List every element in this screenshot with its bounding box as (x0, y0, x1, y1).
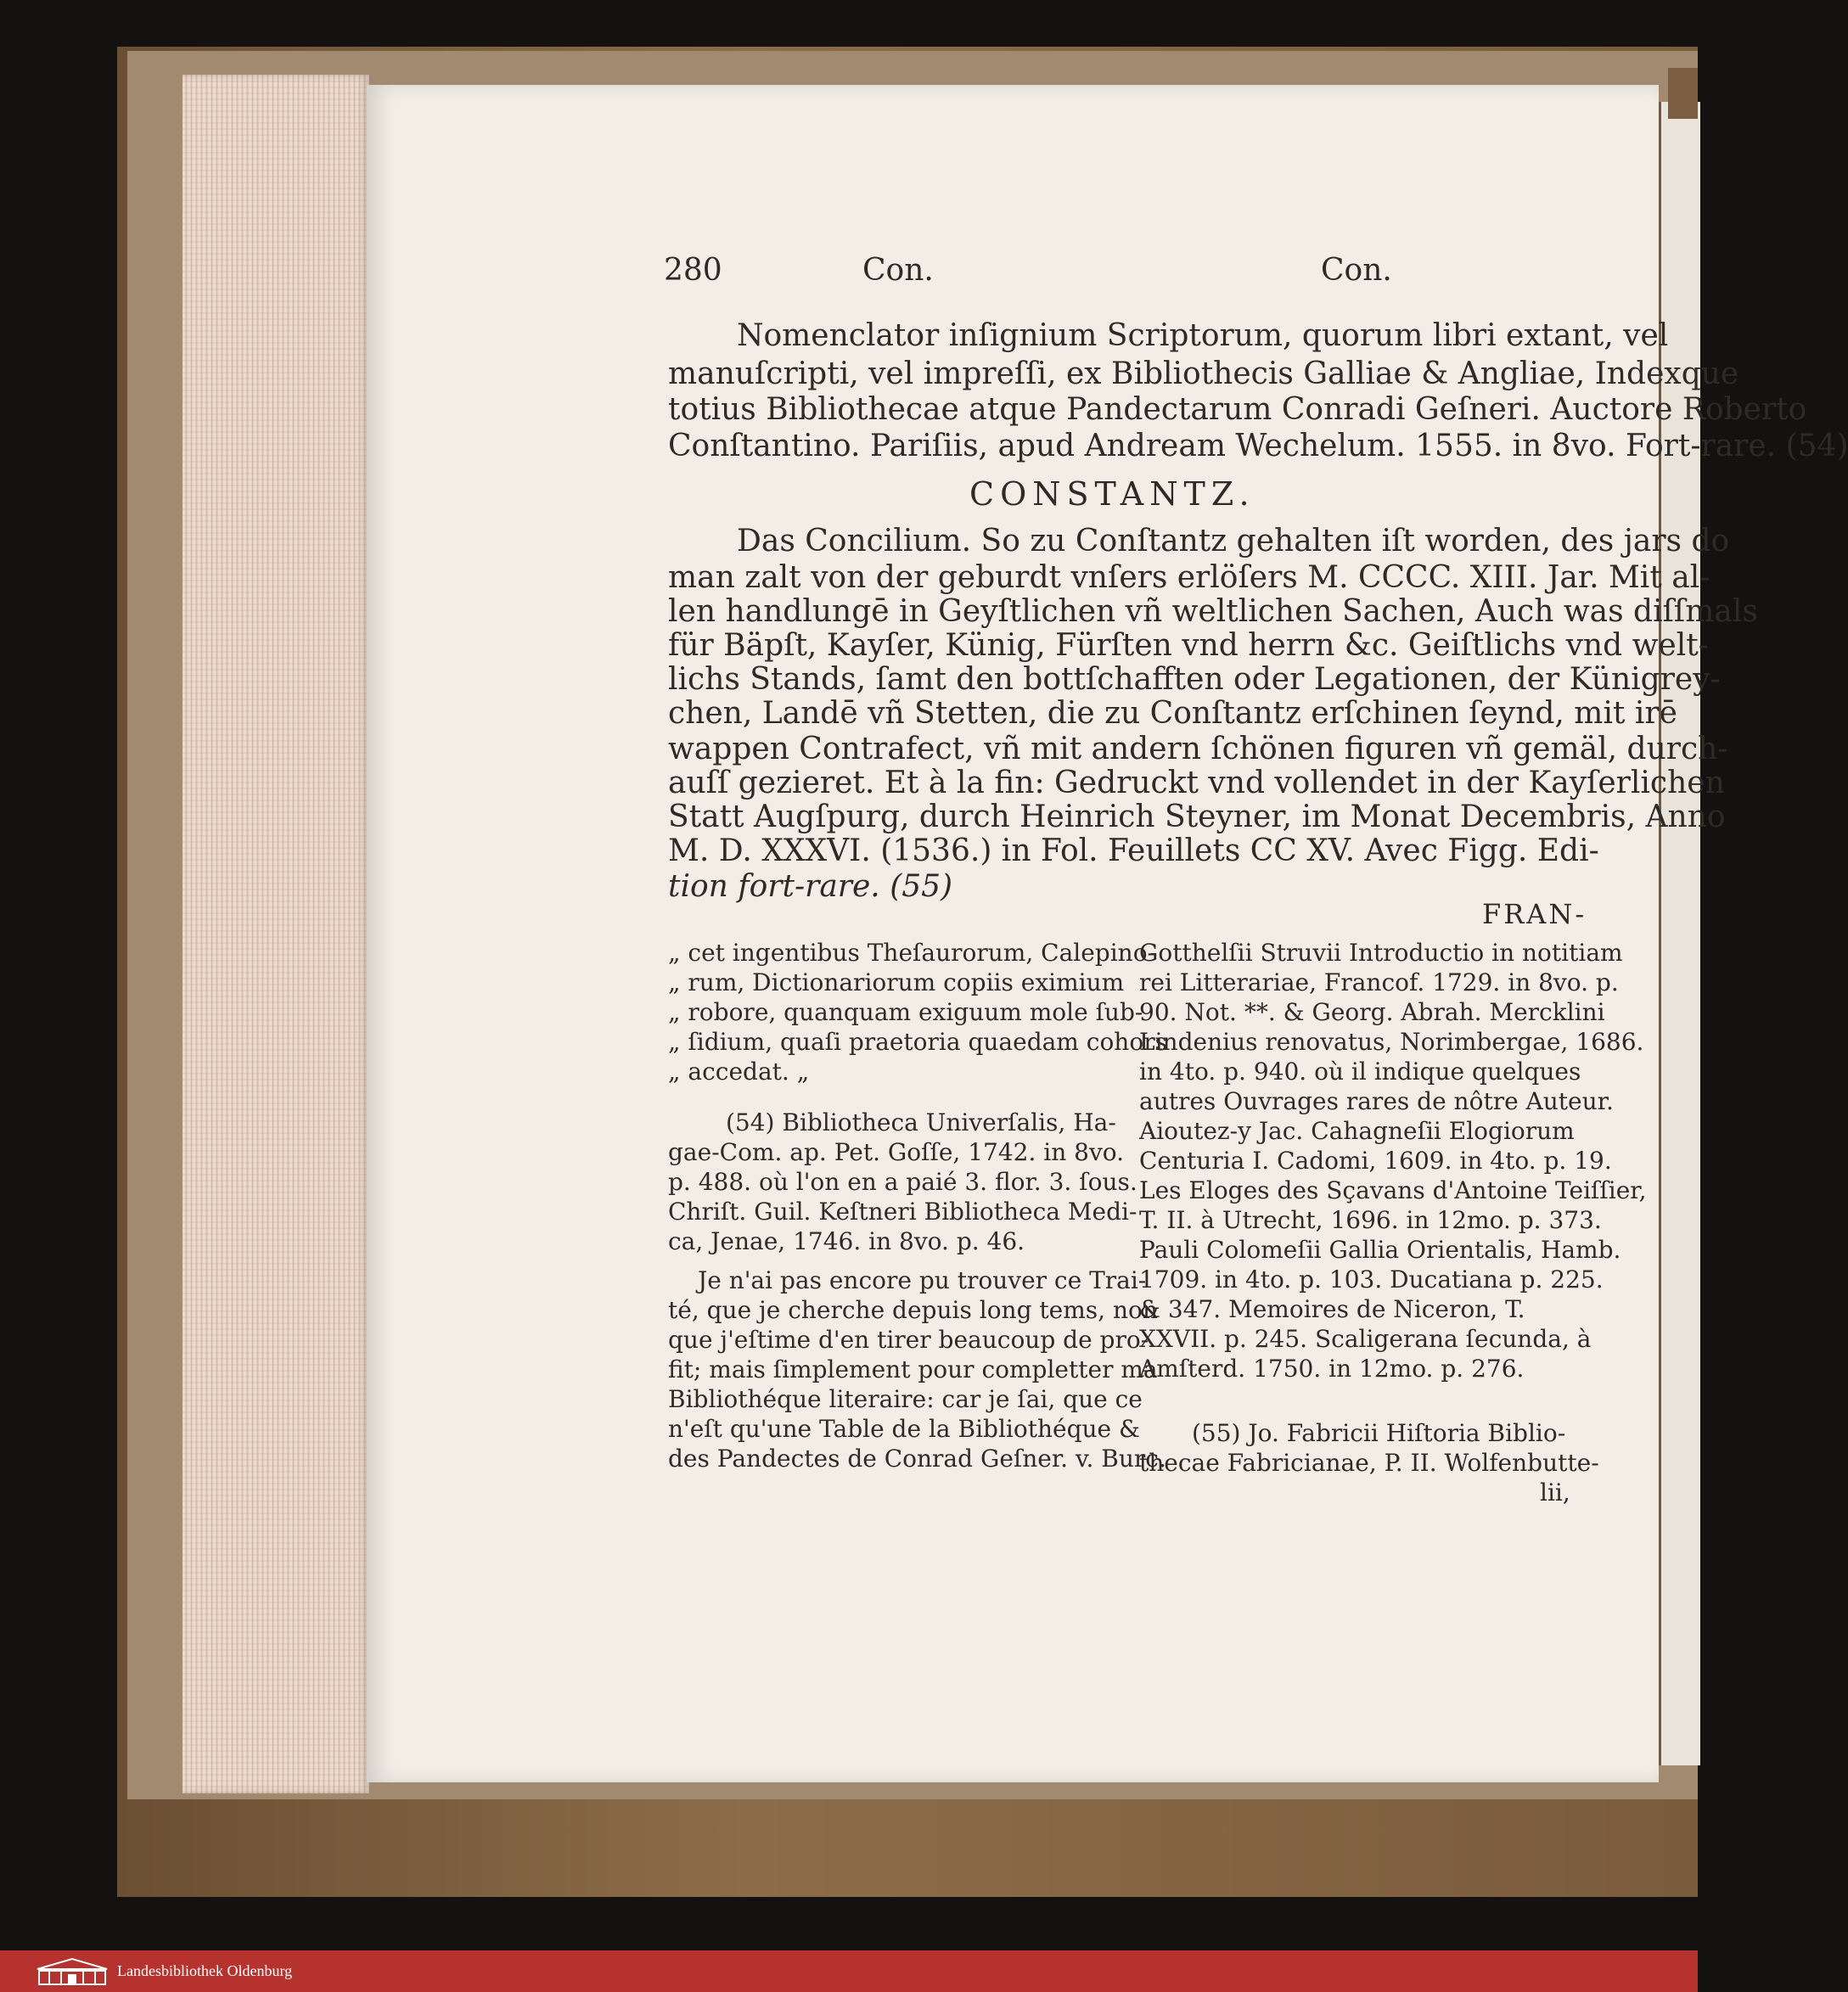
binding-strap (1668, 68, 1698, 119)
library-name: Landesbibliothek Oldenburg (117, 1962, 293, 1979)
footnote-line: (54) Bibliotheca Univerſalis, Ha- (726, 1108, 1116, 1136)
footnote-line: que j'eſtime d'en tirer beaucoup de pro- (668, 1326, 1149, 1354)
footnote-line: Gotthelſii Struvii Introductio in notitiam (1139, 939, 1623, 967)
entry-line: Das Concilium. So zu Conſtantz gehalten iſt worden, des jars do (737, 524, 1730, 558)
footnote-line: té, que je cherche depuis long tems, non (668, 1296, 1158, 1324)
catchword: FRAN- (1482, 898, 1587, 930)
footnote-line: Aioutez-y Jac. Cahagneſii Elogiorum (1139, 1117, 1575, 1145)
footnote-line: Je n'ai pas encore pu trouver ce Trai- (698, 1266, 1147, 1294)
entry-line: man zalt von der geburdt vnſers erlöſers M. CCCC. XIII. Jar. Mit al- (668, 560, 1710, 595)
entry-line: tion fort-rare. (55) (668, 869, 953, 904)
footnote-line: p. 488. où l'on en a paié 3. flor. 3. ſous. (668, 1168, 1137, 1196)
entry-line: auſſ gezieret. Et à la fin: Gedruckt vnd vollendet in der Kayſerlichen (668, 766, 1725, 800)
page-edges (183, 75, 369, 1793)
running-head-left: Con. (862, 253, 934, 288)
entry-line: len handlungē in Geyſtlichen vñ weltlichen Sachen, Auch was diſſmals (668, 594, 1758, 629)
footnote-line: „ robore, quanquam exiguum mole ſub- (668, 998, 1143, 1026)
footnote-line: Amſterd. 1750. in 12mo. p. 276. (1139, 1355, 1525, 1383)
footnote-line: des Pandectes de Conrad Geſner. v. Burc. (668, 1445, 1166, 1473)
footnote-line: Chriſt. Guil. Keſtneri Bibliotheca Medi- (668, 1198, 1137, 1226)
footnote-line: & 347. Memoires de Niceron, T. (1139, 1295, 1525, 1323)
footnote-line: 1709. in 4to. p. 103. Ducatiana p. 225. (1139, 1265, 1604, 1293)
entry-line: Nomenclator inſignium Scriptorum, quorum libri extant, vel (737, 318, 1669, 353)
footnote-line: rei Litterariae, Francof. 1729. in 8vo. p. (1139, 968, 1619, 996)
footnote-line: Bibliothéque literaire: car je ſai, que ce (668, 1385, 1143, 1413)
entry-line: lichs Stands, ſamt den bottſchafften oder Legationen, der Künigrey- (668, 662, 1721, 697)
footnote-line: Les Eloges des Sçavans d'Antoine Teiſſier, (1139, 1176, 1647, 1204)
footnote-line: n'eſt qu'une Table de la Bibliothéque & (668, 1415, 1140, 1443)
footnote-line: autres Ouvrages rares de nôtre Auteur. (1139, 1087, 1614, 1115)
footnote-line: 90. Not. **. & Georg. Abrah. Mercklini (1139, 998, 1605, 1026)
footnote-line: „ cet ingentibus Theſaurorum, Calepino- (668, 939, 1156, 967)
footnote-line: „ accedat. „ (668, 1058, 810, 1086)
entry-line: wappen Contrafect, vñ mit andern ſchönen figuren vñ gemäl, durch- (668, 732, 1728, 766)
footnote-line: in 4to. p. 940. où il indique quelques (1139, 1058, 1581, 1086)
entry-line: M. D. XXXVI. (1536.) in Fol. Feuillets CC XV. Avec Figg. Edi- (668, 833, 1599, 868)
footnote-line: Lindenius renovatus, Norimbergae, 1686. (1139, 1028, 1644, 1056)
footnote-line: Centuria I. Cadomi, 1609. in 4to. p. 19. (1139, 1147, 1612, 1175)
footnote-line: T. II. à Utrecht, 1696. in 12mo. p. 373. (1139, 1206, 1602, 1234)
page-number: 280 (664, 253, 722, 288)
footnote-line: XXVII. p. 245. Scaligerana ſecunda, à (1139, 1325, 1592, 1353)
entry-line: Conſtantino. Pariſiis, apud Andream Wechelum. 1555. in 8vo. Fort-rare. (54) (668, 429, 1848, 463)
footnote-line: thecae Fabricianae, P. II. Wolfenbutte- (1139, 1449, 1599, 1477)
entry-line: Statt Augſpurg, durch Heinrich Steyner, im Monat Decembris, Anno (668, 800, 1726, 834)
running-head-right: Con. (1321, 253, 1392, 288)
library-footer-bar (0, 1950, 1698, 1992)
entry-line: totius Bibliothecae atque Pandectarum Conradi Geſneri. Auctore Roberto (668, 392, 1807, 427)
footnote-line: Pauli Colomeſii Gallia Orientalis, Hamb. (1139, 1236, 1621, 1264)
footnote-line: (55) Jo. Fabricii Hiſtoria Biblio- (1192, 1419, 1566, 1447)
footnote-line: ca, Jenae, 1746. in 8vo. p. 46. (668, 1227, 1025, 1255)
footnote-line: lii, (1540, 1479, 1570, 1507)
footnote-line: „ rum, Dictionariorum copiis eximium (668, 968, 1125, 996)
entry-line: für Bäpſt, Kayſer, Künig, Fürſten vnd herrn &c. Geiſtlichs vnd welt- (668, 628, 1709, 663)
footnote-line: „ ſidium, quaſi praetoria quaedam cohors (668, 1028, 1167, 1056)
section-heading: CONSTANTZ. (969, 475, 1255, 513)
footnote-line: gae-Com. ap. Pet. Goſſe, 1742. in 8vo. (668, 1138, 1125, 1166)
footnote-line: fit; mais ſimplement pour completter ma (668, 1355, 1158, 1383)
entry-line: manuſcripti, vel impreſſi, ex Bibliothecis Galliae & Angliae, Indexque (668, 356, 1739, 391)
entry-line: chen, Landē vñ Stetten, die zu Conſtantz erſchinen ſeynd, mit irē (668, 696, 1677, 731)
library-building-icon (36, 1957, 109, 1986)
